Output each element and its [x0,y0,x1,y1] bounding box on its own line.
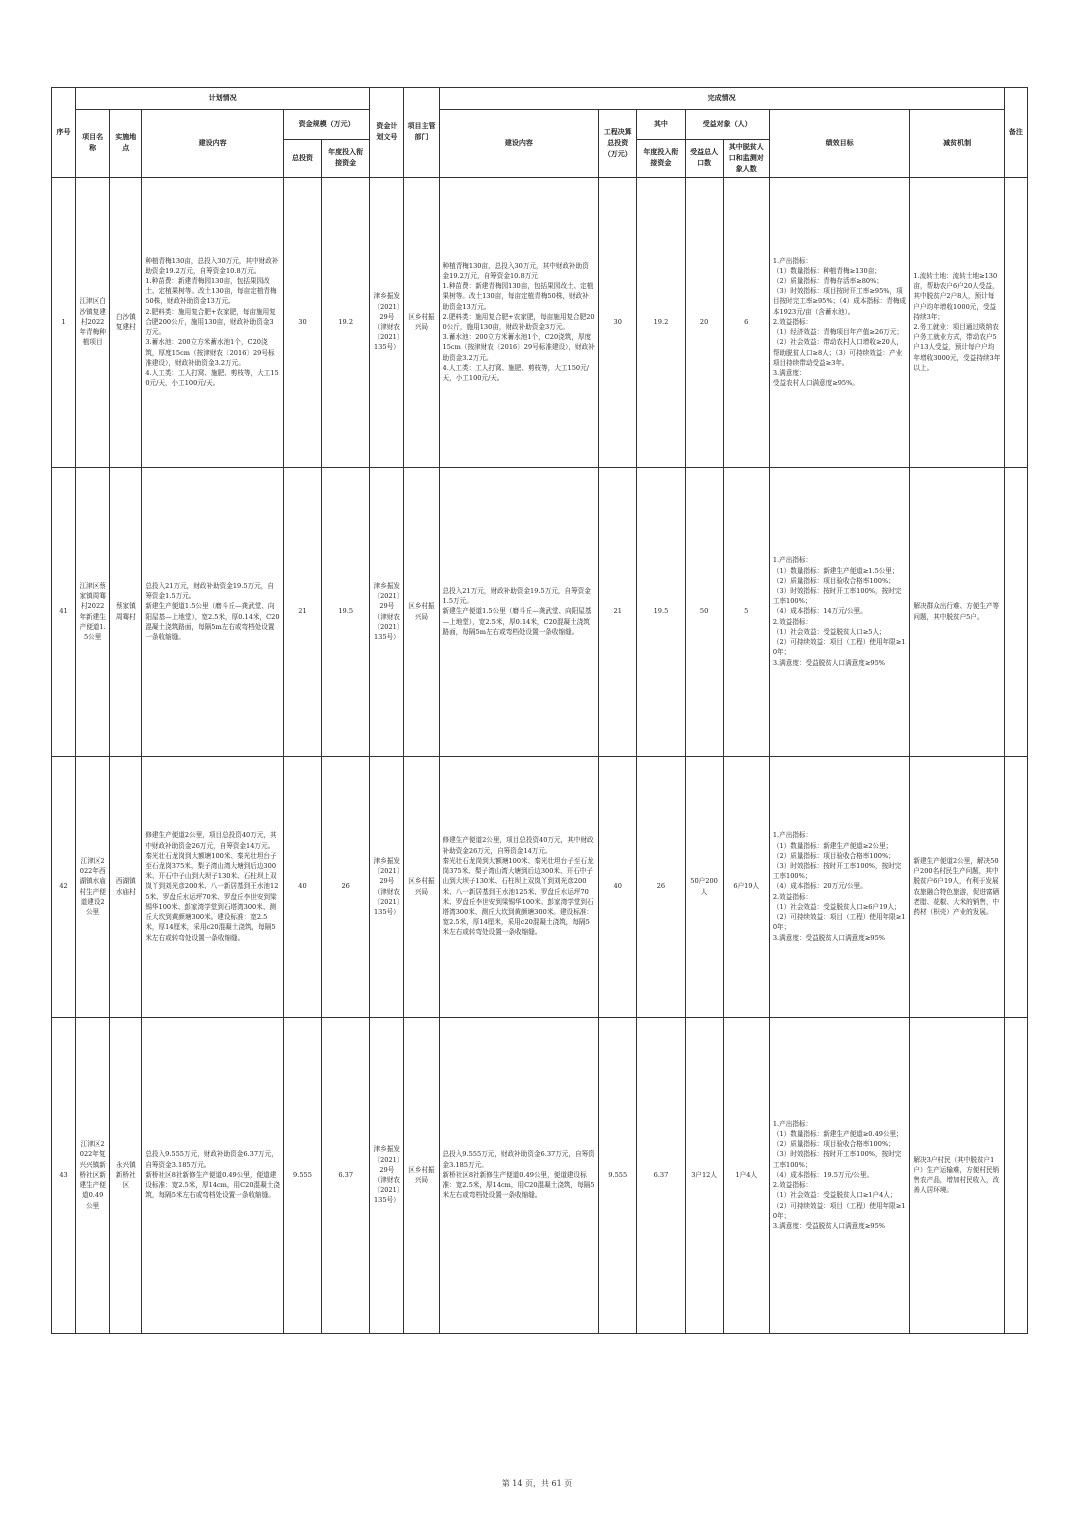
table-row [52,467,1028,756]
header-mechanism: 减贫机制 [910,110,1004,178]
row-done-content: 总投入9.555万元，财政补助资金6.37万元，自筹资金3.185万元。 新桥社区8社新修生产便道0.49公里，便道建设标准：宽2.5米，厚14cm，用C20混凝土浇筑，每隔5米左右或弯档处设置一条收缩缝。 [439,1017,599,1333]
row-total: 40 [283,756,321,1017]
row-dept: 区乡村振兴局 [404,756,439,1017]
row-benefit-total: 50 [685,467,723,756]
header-of-which: 其中 [637,110,685,140]
header-benefit-poor: 其中脱贫人口和监测对象人数 [723,140,769,178]
row-doc: 津乡振发〔2021〕29号（津财农〔2021〕135号） [370,177,404,467]
row-plan-content: 总投入21万元，财政补助资金19.5万元，自筹资金1.5万元。 新建生产便道1.5公里（磨斗丘—龚武堂、向阳屋基—上地堂），宽2.5米，厚0.14米，C20混凝土浇筑路面，每隔5m左右或弯档处设置一条收缩缝。 [142,467,284,756]
header-fund-scale: 资金规模（万元） [283,110,369,140]
row-doc: 津乡振发〔2021〕29号（津财农〔2021〕135号） [370,756,404,1017]
row-total: 9.555 [283,1017,321,1333]
row-total: 30 [283,177,321,467]
row-settle: 40 [599,756,637,1017]
row-done-annual: 26 [637,756,685,1017]
row-goal: 1.产出指标： （1）数量指标：种植青梅≥130亩； （2）质量指标：青梅存活率≥80%； （3）时效指标：项目按时开工率≥95%，项目按时完工率≥95%；（4）成本指标：青梅成本1923元/亩（含蓄水池）。 2.效益指标： （1）经济效益：青梅项目年产值≥26万元；（2）社会效益：带动农村人口增收≥20人，帮助脱贫人口≥8人；（3）可持续效益：产业项目持续带动受益≥3年。 3.满意度： 受益农村人口满意度≥95%。 [769,177,910,467]
row-mechanism: 解决3户村民（其中脱贫户1户）生产运输难，方便村民销售农产品，增加村民收入，改善人居环境。 [910,1017,1004,1333]
row-done-annual: 19.2 [637,177,685,467]
row-dept: 区乡村振兴局 [404,467,439,756]
header-plan-group: 计划情况 [76,88,370,110]
row-remark [1004,756,1027,1017]
header-project-name: 项目名称 [76,110,110,178]
row-mechanism: 解决群众出行难、方便生产等问题，其中脱贫户5户。 [910,467,1004,756]
row-done-content: 种植青梅130亩，总投入30万元，其中财政补助资金19.2万元，自筹资金10.8万元 1.种苗费：新建青梅园130亩，包括果园改土、定植果树等。改土130亩，每亩定植青梅50株，财政补助资金13万元。 2.肥料类：施用复合肥+农家肥，每亩施用复合肥200公斤，施用130亩，财政补助资金3万元。 3.蓄水池：200立方米蓄水池1个，C20浇筑，厚度15cm（按津财农〔2016〕29号标准建设），财政补助资金3.2万元。 4.人工类：工人打窝、施肥、剪枝等，大工150元/天，小工100元/天。 [439,177,599,467]
row-remark [1004,467,1027,756]
row-location: 永兴镇新桥社区 [110,1017,142,1333]
header-goal: 绩效目标 [769,110,910,178]
header-total-invest: 总投资 [283,140,321,178]
row-name: 江津区蔡家镇周骞村2022年新建生产便道1.5公里 [76,467,110,756]
row-goal: 1.产出指标： （1）数量指标：新建生产便道≥2公里； （2）质量指标：项目验收合格率100%； （3）时效指标：按时开工率100%，按时完工率100%； （4）成本指标：20万元/公里。 2.效益指标： （1）社会效益：受益脱贫人口≥6户19人； （2）可持续效益：项目（工程）使用年限≥10年； 3.满意度：受益脱贫人口满意度≥95% [769,756,910,1017]
row-plan-content: 总投入9.555万元，财政补助资金6.37万元，自筹资金3.185万元。 新桥社区8社新修生产便道0.49公里，便道建设标准：宽2.5米，厚14cm，用C20混凝土浇筑，每隔5米左右或弯档处设置一条收缩缝。 [142,1017,284,1333]
row-location: 西湖镇水庙村 [110,756,142,1017]
header-done-annual: 年度投入衔接资金 [637,140,685,178]
row-mechanism: 1.流转土地：流转土地≥130亩，帮助农户6户20人受益，其中脱贫户2户8人，预计每户户均年增收1000元，受益持续3年； 2.务工就业：项目通过吸纳农户务工就业方式，带动农户5户13人受益，预计每户户均年增收3000元，受益持续3年以上。 [910,177,1004,467]
header-benefit-group: 受益对象（人） [685,110,769,140]
row-benefit-total: 20 [685,177,723,467]
row-plan-content: 种植青梅130亩，总投入30万元，其中财政补助资金19.2万元，自筹资金10.8万元。 1.种苗费：新建青梅园130亩，包括果园改土、定植果树等。改土130亩，每亩定植青梅50株，财政补助资金13万元。 2.肥料类：施用复合肥+农家肥，每亩施用复合肥200公斤，施用130亩，财政补助资金3万元。 3.蓄水池：200立方米蓄水池1个，C20浇筑，厚度15cm（按津财农〔2016〕29号标准建设），财政补助资金3.2万元。 4.人工类：工人打窝、施肥、剪枝等，大工150元/天，小工100元/天。 [142,177,284,467]
header-dept: 项目主管部门 [404,88,439,178]
row-annual: 26 [322,756,370,1017]
row-benefit-poor: 6户19人 [723,756,769,1017]
header-benefit-total: 受益总人口数 [685,140,723,178]
header-annual-fund: 年度投入衔接资金 [322,140,370,178]
row-benefit-poor: 5 [723,467,769,756]
row-remark [1004,1017,1027,1333]
row-seq: 1 [52,177,76,467]
row-benefit-total: 50户200人 [685,756,723,1017]
row-location: 白沙镇复建村 [110,177,142,467]
header-seq: 序号 [52,88,76,178]
row-doc: 津乡振发〔2021〕29号（津财农〔2021〕135号） [370,1017,404,1333]
row-done-annual: 19.5 [637,467,685,756]
header-settle-total: 工程决算总投资（万元） [599,110,637,178]
table-row [52,756,1028,1017]
header-plan-doc: 资金计划文号 [370,88,404,178]
row-dept: 区乡村振兴局 [404,1017,439,1333]
row-location: 蔡家镇周骞村 [110,467,142,756]
row-settle: 9.555 [599,1017,637,1333]
row-done-content: 总投入21万元，财政补助资金19.5万元，自筹资金1.5万元。 新建生产便道1.5公里（磨斗丘—龚武堂、向阳屋基—上地堂），宽2.5米，厚0.14米，C20混凝土浇筑路面，每隔5m左右或弯档处设置一条收缩缝。 [439,467,599,756]
row-mechanism: 新建生产便道2公里，解决50户200名村民生产问题，其中脱贫户6户19人，有利于发展农旅融合特色旅游，促进富硒老腊、花椒、大米的销售，中药材（枳壳）产业的发展。 [910,756,1004,1017]
row-dept: 区乡村振兴局 [404,177,439,467]
row-goal: 1.产出指标： （1）数量指标：新建生产便道≥0.49公里； （2）质量指标：项目验收合格率100%； （3）时效指标：按时开工率100%，按时完工率100%； （4）成本指标：19.5万元/公里。 2.效益指标： （1）社会效益：受益脱贫人口≥1户4人； （2）可持续效益：项目（工程）使用年限≥10年； 3.满意度：受益脱贫人口满意度≥95% [769,1017,910,1333]
row-name: 江津区2022年复兴兴镇新桥社区新建生产便道0.49公里 [76,1017,110,1333]
row-done-content: 修建生产便道2公里，项目总投资40万元，其中财政补助资金26万元，自筹资金14万元。 秦光壮石龙岗到大额塘100米、秦光壮坦台子至石龙岗375米、梨子湾山湾大塘到后边300米、开石中子山到大坝子130米、石柱坝上双岚丫到刘光彦200米、八一新居基到王水池125米、罗盘丘水运坪70米、罗盘丘李世安到梁锡华100米、彭家湾学堂到石塔湾300米、测丘大坎到黄颜塘300米。建设标准：宽2.5米，厚14厘米，采用c20混凝土浇筑，每隔5米左右或转弯处设置一条收缩缝。 [439,756,599,1017]
row-name: 江津区2022年西湖镇水庙村生产便道建设2公里 [76,756,110,1017]
row-annual: 6.37 [322,1017,370,1333]
row-benefit-total: 3户12人 [685,1017,723,1333]
row-name: 江津区白沙镇复建村2022年青梅种植项目 [76,177,110,467]
header-location: 实施地点 [110,110,142,178]
row-doc: 津乡振发〔2021〕29号（津财农〔2021〕135号） [370,467,404,756]
row-benefit-poor: 1户4人 [723,1017,769,1333]
row-goal: 1.产出指标： （1）数量指标：新建生产便道≥1.5公里； （2）质量指标：项目验收合格率100%； （3）时效指标：按时开工率100%，按时完工率100%； （4）成本指标：14万元/公里。 2.效益指标： （1）社会效益：受益脱贫人口≥5人； （2）可持续效益：项目（工程）使用年限≥10年； 3.满意度：受益脱贫人口满意度≥95% [769,467,910,756]
row-settle: 30 [599,177,637,467]
page-footer: 第 14 页，共 61 页 [501,1479,573,1488]
row-done-annual: 6.37 [637,1017,685,1333]
row-annual: 19.2 [322,177,370,467]
header-done-group: 完成情况 [439,88,1004,110]
table-row [52,1017,1028,1333]
row-annual: 19.5 [322,467,370,756]
row-seq: 41 [52,467,76,756]
project-table [51,87,1028,1334]
header-done-content: 建设内容 [439,110,599,178]
row-benefit-poor: 6 [723,177,769,467]
header-plan-content: 建设内容 [142,110,284,178]
row-remark [1004,177,1027,467]
row-settle: 21 [599,467,637,756]
table-row [52,177,1028,467]
row-seq: 42 [52,756,76,1017]
row-seq: 43 [52,1017,76,1333]
header-remark: 备注 [1004,88,1027,178]
row-total: 21 [283,467,321,756]
row-plan-content: 修建生产便道2公里，项目总投资40万元，其中财政补助资金26万元，自筹资金14万元。 秦光壮石龙岗到大额塘100米、秦光壮坦台子至石龙岗375米、梨子湾山湾大塘到后边300米、开石中子山到大坝子130米、石柱坝上双岚丫到刘光彦200米、八一新居基到王水池125米、罗盘丘水运坪70米、罗盘丘李世安到梁锡华100米、彭家湾学堂到石塔湾300米、测丘大坎到黄颜塘300米。建设标准：宽2.5米，厚14厘米，采用c20混凝土浇筑，每隔5米左右或转弯处设置一条收缩缝。 [142,756,284,1017]
